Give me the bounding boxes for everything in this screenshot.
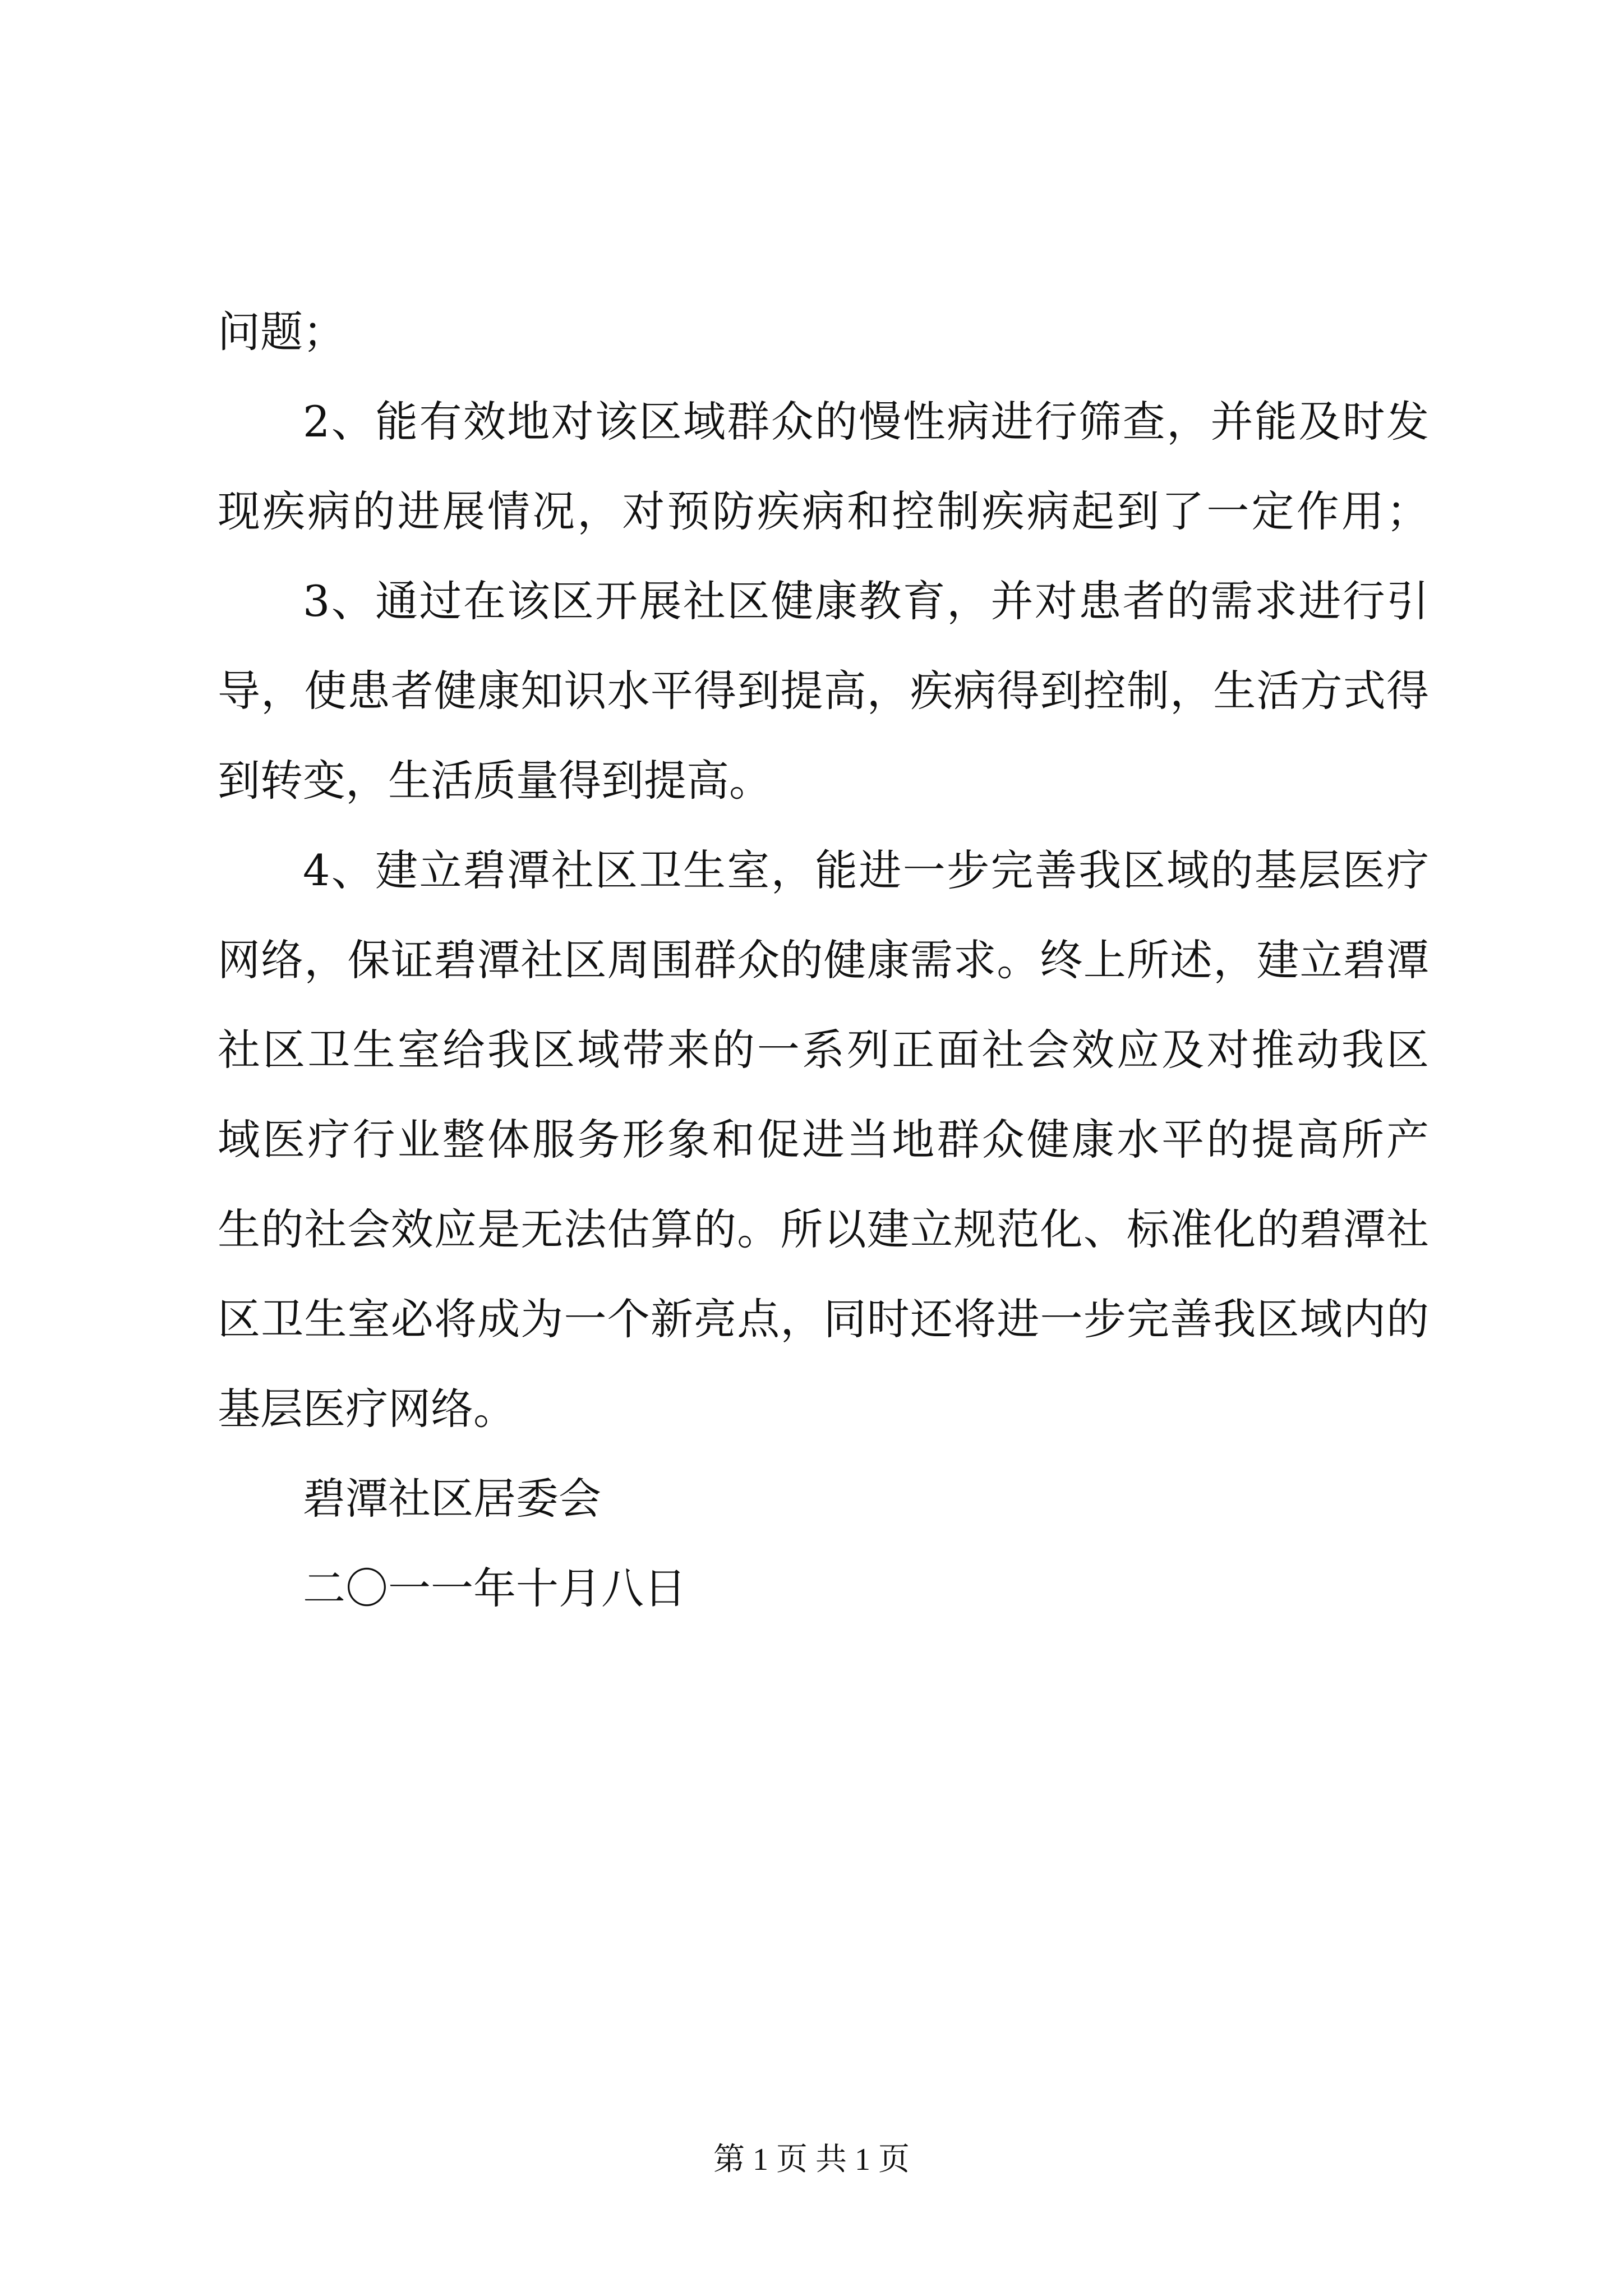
text-line: 到转变，生活质量得到提高。: [218, 756, 772, 806]
document-body: [218, 287, 1429, 1634]
text-line: 现疾病的进展情况，对预防疾病和控制疾病起到了一定作用；: [218, 486, 1429, 536]
signature-organization: 碧潭社区居委会: [303, 1474, 601, 1524]
text-line: 区卫生室必将成为一个新亮点，同时还将进一步完善我区域内的: [218, 1294, 1429, 1344]
signature-date: 二〇一一年十月八日: [303, 1563, 686, 1613]
text-line: 域医疗行业整体服务形象和促进当地群众健康水平的提高所产: [218, 1115, 1429, 1165]
text-line: 4、建立碧潭社区卫生室，能进一步完善我区域的基层医疗: [303, 845, 1429, 895]
text-line: 网络，保证碧潭社区周围群众的健康需求。终上所述，建立碧潭: [218, 935, 1429, 985]
text-line: 2、能有效地对该区域群众的慢性病进行筛查，并能及时发: [303, 397, 1429, 447]
text-line: 问题；: [218, 307, 345, 357]
text-line: 生的社会效应是无法估算的。所以建立规范化、标准化的碧潭社: [218, 1204, 1429, 1254]
text-line: 导，使患者健康知识水平得到提高，疾病得到控制，生活方式得: [218, 666, 1429, 716]
text-line: 基层医疗网络。: [218, 1384, 516, 1434]
text-line: 3、通过在该区开展社区健康教育，并对患者的需求进行引: [303, 576, 1429, 626]
text-line: 社区卫生室给我区域带来的一系列正面社会效应及对推动我区: [218, 1025, 1429, 1075]
page-footer: 第 1 页 共 1 页: [713, 2142, 910, 2177]
